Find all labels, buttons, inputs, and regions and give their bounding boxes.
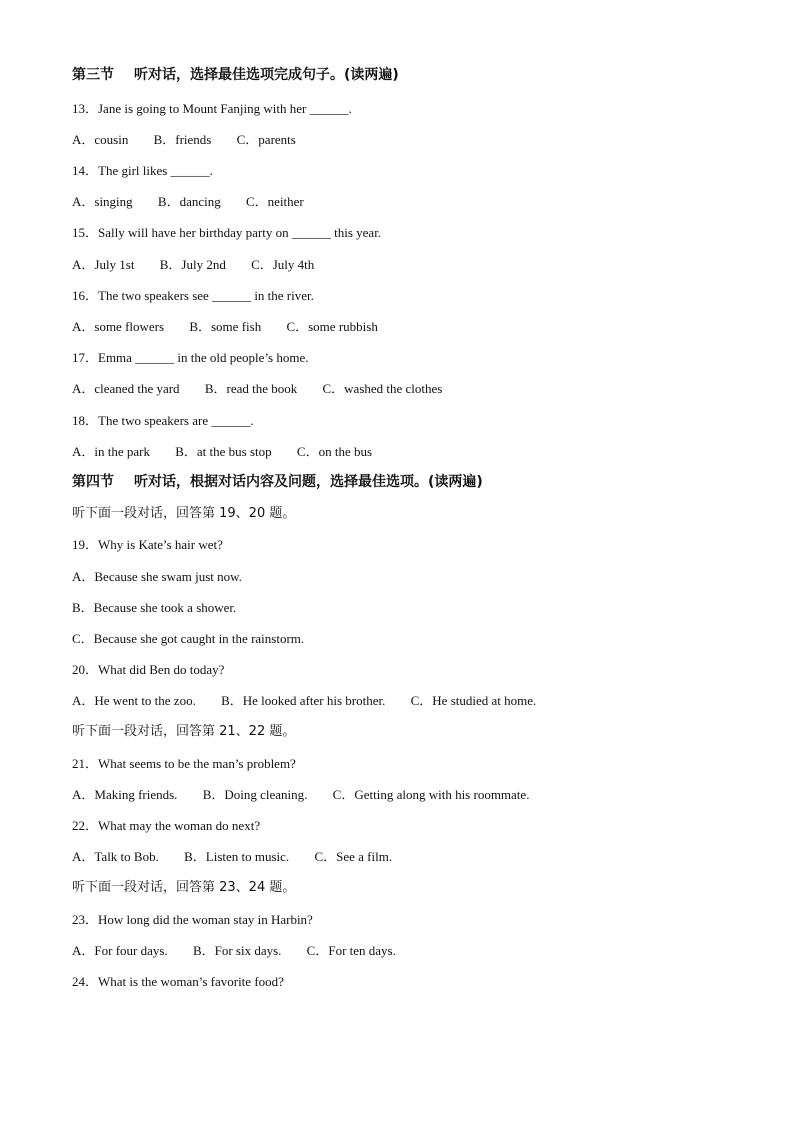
option-c: C．He studied at home. xyxy=(410,693,537,708)
option-b: B．Doing cleaning. xyxy=(202,787,308,802)
option-c: C．washed the clothes xyxy=(322,381,443,396)
question-19-option-c: C．Because she got caught in the rainstorm. xyxy=(72,631,305,646)
question-24: 24．What is the woman’s favorite food? xyxy=(72,974,284,989)
section-4-label: 第四节 xyxy=(72,474,114,490)
question-20: 20．What did Ben do today? xyxy=(72,662,225,677)
option-a: A．Talk to Bob. xyxy=(72,849,159,864)
option-c: C．on the bus xyxy=(296,444,373,459)
question-22: 22．What may the woman do next? xyxy=(72,818,261,833)
question-20-options xyxy=(72,693,536,709)
option-c: C．parents xyxy=(236,132,296,147)
question-19-option-b: B．Because she took a shower. xyxy=(72,600,237,615)
option-a: A．cleaned the yard xyxy=(72,381,180,396)
option-a: A．cousin xyxy=(72,132,129,147)
option-c: C．Getting along with his roommate. xyxy=(332,787,530,802)
option-b: B．at the bus stop xyxy=(175,444,272,459)
question-13-options xyxy=(72,132,296,148)
option-b: B．He looked after his brother. xyxy=(221,693,386,708)
question-16-options xyxy=(72,319,378,335)
option-b: B．July 2nd xyxy=(159,257,226,272)
question-21-options xyxy=(72,787,529,803)
option-b: B．Listen to music. xyxy=(184,849,290,864)
option-b: B．For six days. xyxy=(192,943,282,958)
question-23: 23．How long did the woman stay in Harbin? xyxy=(72,912,313,927)
section-4-heading xyxy=(72,474,483,490)
option-b: B．dancing xyxy=(157,194,221,209)
option-a: A．For four days. xyxy=(72,943,168,958)
dialogue-intro-3: 听下面一段对话，回答第 23、24 题。 xyxy=(72,880,296,895)
question-18-options xyxy=(72,444,372,460)
option-a: A．Making friends. xyxy=(72,787,178,802)
option-c: C．some rubbish xyxy=(286,319,378,334)
question-16: 16．The two speakers see ______ in the river. xyxy=(72,288,314,303)
dialogue-intro-1: 听下面一段对话，回答第 19、20 题。 xyxy=(72,506,296,521)
option-b: B．some fish xyxy=(189,319,262,334)
question-14-options xyxy=(72,194,304,210)
question-23-options xyxy=(72,943,396,959)
option-c: C．July 4th xyxy=(251,257,315,272)
option-b: B．friends xyxy=(153,132,212,147)
option-a: A．some flowers xyxy=(72,319,165,334)
option-a: A．He went to the zoo. xyxy=(72,693,196,708)
option-c: C．For ten days. xyxy=(306,943,396,958)
option-a: A．in the park xyxy=(72,444,150,459)
dialogue-intro-2: 听下面一段对话，回答第 21、22 题。 xyxy=(72,724,296,739)
question-15-options xyxy=(72,257,314,273)
option-c: C．See a film. xyxy=(314,849,393,864)
question-15: 15．Sally will have her birthday party on ______ this year. xyxy=(72,225,382,240)
question-18: 18．The two speakers are ______. xyxy=(72,413,254,428)
section-4-title: 听对话，根据对话内容及问题，选择最佳选项。(读两遍) xyxy=(134,474,483,490)
question-14: 14．The girl likes ______. xyxy=(72,163,213,178)
question-13: 13．Jane is going to Mount Fanjing with her ______. xyxy=(72,101,352,116)
question-21: 21．What seems to be the man’s problem? xyxy=(72,756,296,771)
question-19-option-a: A．Because she swam just now. xyxy=(72,569,242,584)
section-3-heading xyxy=(72,67,399,83)
section-3-label: 第三节 xyxy=(72,67,114,83)
option-b: B．read the book xyxy=(204,381,298,396)
question-19: 19．Why is Kate’s hair wet? xyxy=(72,537,223,552)
question-22-options xyxy=(72,849,392,865)
option-a: A．July 1st xyxy=(72,257,135,272)
question-17: 17．Emma ______ in the old people’s home. xyxy=(72,350,309,365)
option-a: A．singing xyxy=(72,194,133,209)
question-17-options xyxy=(72,381,442,397)
section-3-title: 听对话，选择最佳选项完成句子。(读两遍) xyxy=(134,67,399,83)
option-c: C．neither xyxy=(246,194,304,209)
